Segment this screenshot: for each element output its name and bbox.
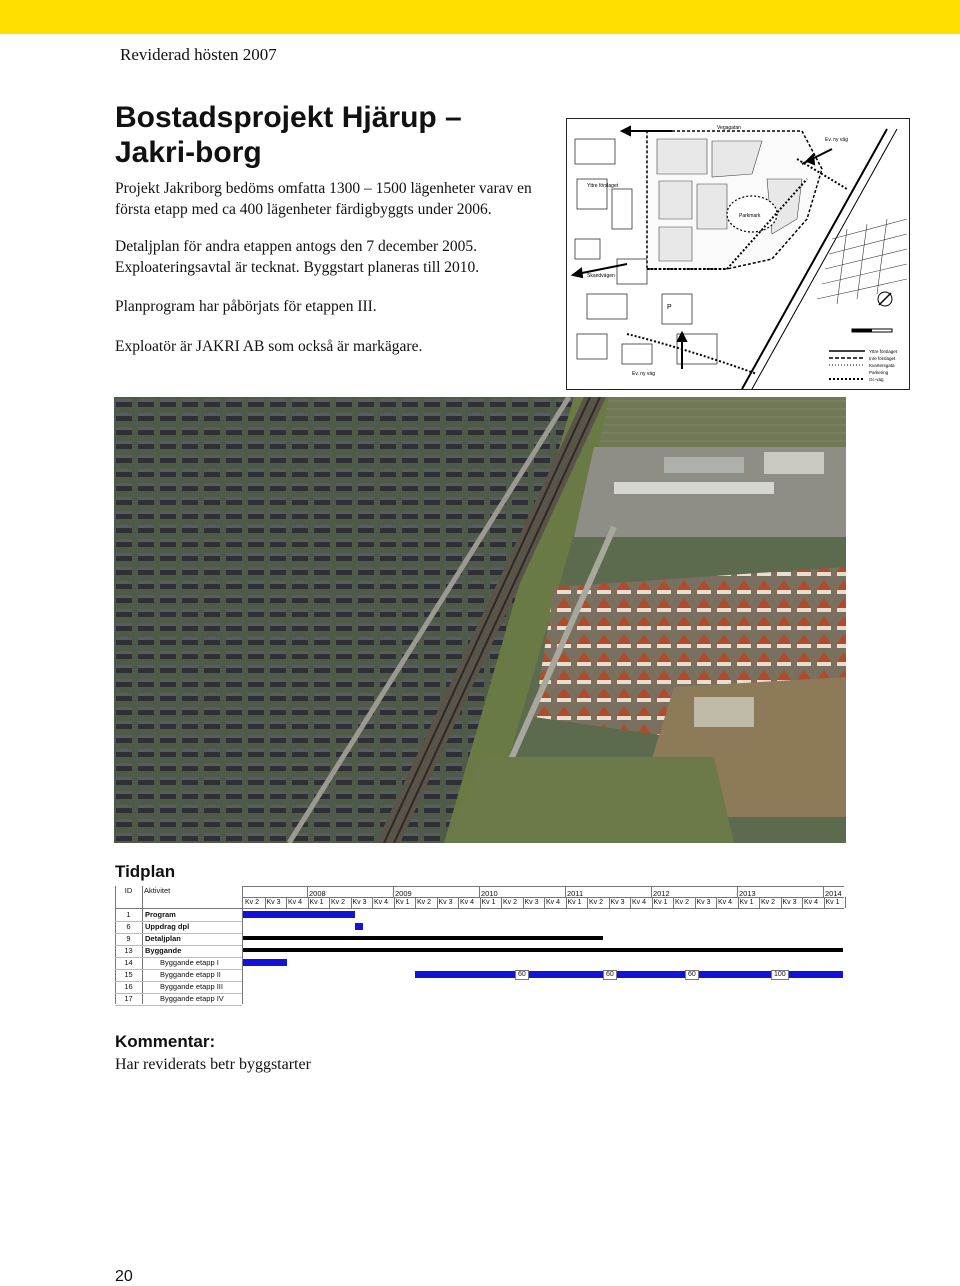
- gantt-quarter-label: Kv 1: [481, 899, 496, 906]
- gantt-bar-etapp-1: [243, 959, 287, 966]
- gantt-row-id: 14: [124, 958, 133, 967]
- gantt-header-activity: Aktivitet: [144, 886, 171, 895]
- site-plan-drawing: [567, 119, 909, 389]
- revision-note: Reviderad hösten 2007: [120, 45, 277, 64]
- page-title: Bostadsprojekt Hjärup – Jakri-borg: [115, 101, 462, 169]
- map-label-ny-vag-2: Ev. ny väg: [632, 371, 655, 377]
- gantt-quarter-label: Kv 3: [352, 899, 367, 906]
- map-label-parking: P: [667, 304, 672, 311]
- site-plan-map: [566, 118, 910, 390]
- map-label-ny-vag-1: Ev. ny väg: [825, 137, 848, 143]
- gantt-quarter-label: Kv 4: [374, 899, 389, 906]
- gantt-milestone-label: 60: [603, 970, 617, 980]
- gantt-row-id: 17: [124, 994, 133, 1003]
- gantt-quarter-label: Kv 3: [782, 899, 797, 906]
- gantt-year-label: 2010: [481, 889, 498, 898]
- gantt-row-name: Byggande etapp IV: [160, 994, 224, 1003]
- gantt-quarter-label: Kv 3: [266, 899, 281, 906]
- paragraph-1: Projekt Jakriborg bedöms omfatta 1300 – 1500 lägenheter varav en första etapp med ca 400 lägenheter färdigbyggts under 2006.: [115, 180, 532, 218]
- gantt-year-label: 2013: [739, 889, 756, 898]
- gantt-milestone-label: 100: [771, 970, 789, 980]
- paragraph-3: Planprogram har påbörjats för etappen III.: [115, 298, 377, 315]
- page-number: 20: [115, 1268, 133, 1285]
- gantt-quarter-label: Kv 2: [245, 899, 260, 906]
- gantt-quarter-label: Kv 2: [589, 899, 604, 906]
- gantt-row-name: Byggande etapp I: [160, 958, 219, 967]
- gantt-quarter-label: Kv 4: [546, 899, 561, 906]
- paragraph-2: Detaljplan för andra etappen antogs den 7 december 2005. Exploateringsavtal är tecknat. Byggstart planeras till 2010.: [115, 238, 480, 276]
- gantt-milestone-label: 60: [515, 970, 529, 980]
- kommentar-text: Har reviderats betr byggstarter: [115, 1056, 311, 1073]
- gantt-quarter-label: Kv 1: [825, 899, 840, 906]
- gantt-row-id: 15: [124, 970, 133, 979]
- gantt-quarter-label: Kv 2: [331, 899, 346, 906]
- gantt-row-name: Byggande etapp III: [160, 982, 223, 991]
- top-accent-bar: [0, 0, 960, 34]
- gantt-quarter-label: Kv 4: [718, 899, 733, 906]
- gantt-year-label: 2009: [395, 889, 412, 898]
- map-label-parkmark: Parkmark: [739, 213, 761, 219]
- gantt-quarter-label: Kv 3: [438, 899, 453, 906]
- legend-kvartersgata: Kvartersgata: [869, 363, 895, 368]
- legend-yttre: Yttre förslaget: [869, 349, 898, 354]
- gantt-row-id: 16: [124, 982, 133, 991]
- gantt-quarter-label: Kv 4: [804, 899, 819, 906]
- gantt-quarter-label: Kv 3: [610, 899, 625, 906]
- gantt-quarter-label: Kv 3: [524, 899, 539, 906]
- tidplan-heading: Tidplan: [115, 862, 176, 881]
- gantt-row-name: Program: [145, 910, 176, 919]
- map-label-vegagatan: Vegagatan: [717, 125, 741, 131]
- gantt-quarter-label: Kv 1: [395, 899, 410, 906]
- gantt-quarter-label: Kv 4: [460, 899, 475, 906]
- legend-parkering: Parkering: [869, 370, 889, 375]
- gantt-bar-detaljplan: [243, 936, 603, 940]
- gantt-year-label: 2014: [825, 889, 842, 898]
- gantt-milestone-label: 60: [685, 970, 699, 980]
- gantt-bar-uppdrag-dpl: [355, 923, 363, 930]
- gantt-quarter-label: Kv 3: [696, 899, 711, 906]
- gantt-year-label: 2012: [653, 889, 670, 898]
- gantt-quarter-label: Kv 1: [567, 899, 582, 906]
- gantt-row-name: Uppdrag dpl: [145, 922, 190, 931]
- gantt-row-id: 6: [126, 922, 131, 931]
- gantt-quarter-label: Kv 2: [675, 899, 690, 906]
- gantt-header-id: ID: [124, 886, 133, 895]
- gantt-quarter-label: Kv 1: [309, 899, 324, 906]
- gantt-row-name: Byggande: [145, 946, 182, 955]
- gantt-quarter-label: Kv 1: [653, 899, 668, 906]
- aerial-photo-drawing: [114, 397, 846, 843]
- gantt-quarter-label: Kv 1: [739, 899, 754, 906]
- legend-inre: Inre förslaget: [869, 356, 896, 361]
- gantt-bar-program: [243, 911, 355, 918]
- gantt-chart: [115, 886, 844, 1004]
- gantt-bar-byggande: [243, 948, 843, 952]
- map-label-skandvagen: Skandvägen: [587, 273, 615, 279]
- gantt-year-label: 2011: [567, 889, 584, 898]
- gantt-quarter-label: Kv 2: [417, 899, 432, 906]
- gantt-quarter-label: Kv 2: [761, 899, 776, 906]
- gantt-row-id: 1: [126, 910, 131, 919]
- aerial-photo: [114, 397, 846, 843]
- gantt-row-id: 9: [126, 934, 131, 943]
- gantt-year-label: 2008: [309, 889, 326, 898]
- map-label-yttre: Yttre förslaget: [587, 183, 619, 189]
- gantt-row-name: Byggande etapp II: [160, 970, 221, 979]
- gantt-quarter-label: Kv 2: [503, 899, 518, 906]
- gantt-quarter-label: Kv 4: [288, 899, 303, 906]
- paragraph-4: Exploatör är JAKRI AB som också är markägare.: [115, 338, 423, 355]
- legend-gc-vag: Gc-väg: [869, 377, 884, 382]
- gantt-row-name: Detaljplan: [145, 934, 181, 943]
- kommentar-heading: Kommentar:: [115, 1032, 216, 1051]
- gantt-row-id: 13: [124, 946, 133, 955]
- gantt-quarter-label: Kv 4: [632, 899, 647, 906]
